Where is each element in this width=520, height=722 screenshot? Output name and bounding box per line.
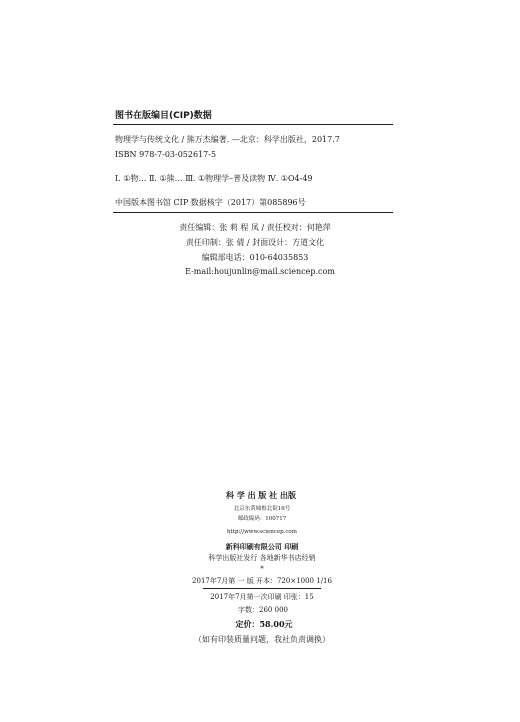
edition-info: 2017年7月第 一 版 开本：720×1000 1/16 — [192, 577, 332, 585]
publisher-website: http://www.sciencep.com — [227, 529, 297, 535]
cip-isbn: ISBN 978-7-03-052617-5 — [115, 150, 217, 159]
cip-record-number: 中国版本图书馆 CIP 数据核字（2017）第085896号 — [115, 198, 306, 207]
separator-mark: * — [260, 565, 264, 573]
editorial-phone: 编辑部电话：010-64035853 — [201, 253, 309, 262]
credits-editors: 责任编辑：张 莉 程 凤 / 责任校对：何艳萍 — [179, 223, 331, 232]
credits-printing-design: 责任印制：张 倩 / 封面设计：方道文化 — [185, 238, 325, 247]
word-count: 字数：260 000 — [238, 606, 288, 614]
publisher-name: 科 学 出 版 社 出版 — [226, 490, 296, 500]
printing-info: 2017年7月第一次印刷 印张：15 — [210, 593, 314, 601]
distributor: 科学出版社发行 各地新华书店经销 — [208, 554, 316, 562]
editorial-email: E-mail:houjunlin@mail.sciencep.com — [185, 267, 335, 276]
edition-rule — [203, 588, 321, 589]
publisher-address: 北京东黄城根北街16号 — [233, 506, 291, 512]
cip-title-line: 物理学与传统文化 / 熊万杰编著. —北京：科学出版社，2017.7 — [115, 135, 340, 144]
cip-top-rule — [113, 124, 393, 125]
cip-classification: Ⅰ. ①物… Ⅱ. ①熊… Ⅲ. ①物理学–普及读物 Ⅳ. ①O4-49 — [115, 174, 313, 183]
publisher-postcode: 邮政编码：100717 — [237, 516, 287, 522]
cip-bottom-rule — [113, 212, 393, 213]
quality-notice: （如有印装质量问题，我社负责调换） — [194, 635, 330, 644]
printer-name: 新科印刷有限公司 印刷 — [225, 542, 299, 551]
price: 定价：58.00元 — [235, 619, 293, 629]
cip-heading: 图书在版编目(CIP)数据 — [115, 111, 212, 121]
